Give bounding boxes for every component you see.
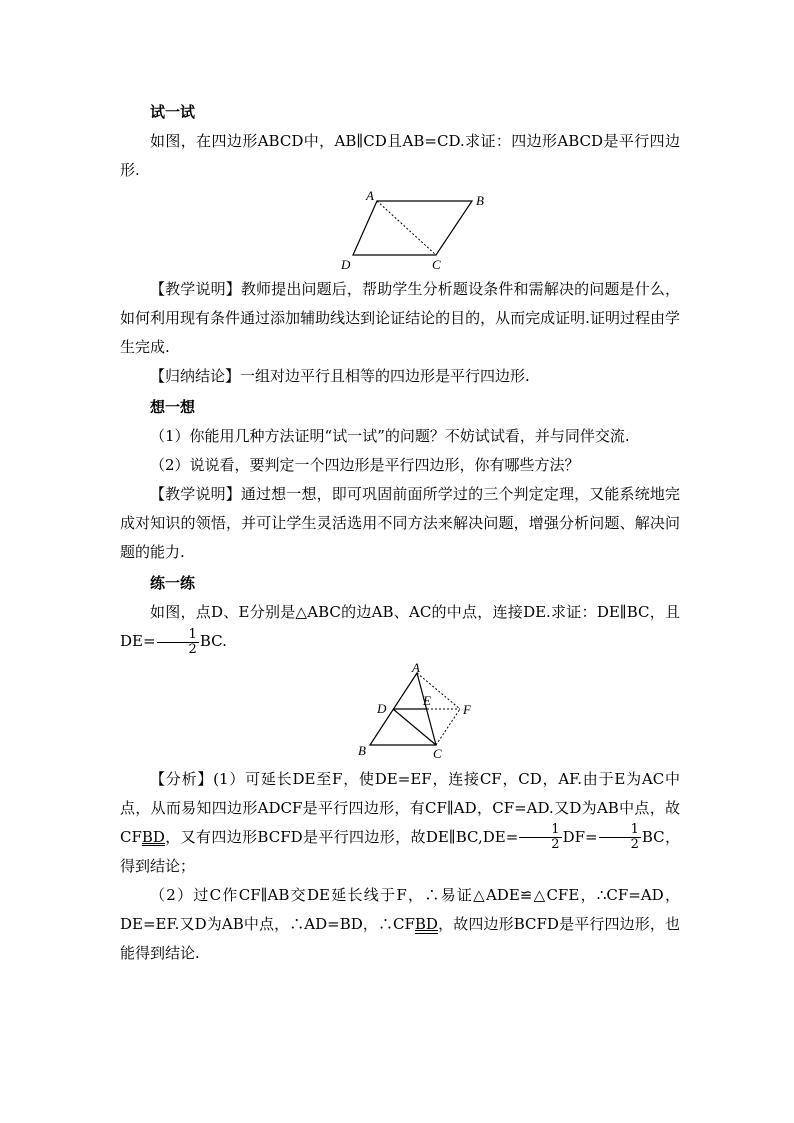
try-teach-note: 【教学说明】教师提出问题后，帮助学生分析题设条件和需解决的问题是什么，如何利用现有条件通过添加辅助线达到论证结论的目的，从而完成证明.证明过程由学生完成. [120, 280, 680, 356]
try-problem: 如图，在四边形ABCD中，AB∥CD且AB=CD.求证：四边形ABCD是平行四边形. [120, 132, 680, 179]
analysis-1-text-c: DF= [562, 827, 598, 846]
analysis-1-text-b: ，又有四边形BCFD是平行四边形，故DE∥BC,DE= [164, 827, 519, 846]
document-page [120, 96, 680, 968]
parallelogram-shape [353, 201, 472, 255]
think-teach-note: 【教学说明】通过想一想，即可巩固前面所学过的三个判定定理，又能系统地完成对知识的领悟，并可让学生灵活选用不同方法来解决问题，增强分析问题、解决问题的能力. [120, 485, 680, 561]
triangle-figure [120, 663, 680, 761]
practice-heading: 练一练 [150, 574, 196, 592]
triangle-svg [120, 663, 680, 761]
analysis-1-text-d: BC，得到结论； [120, 827, 680, 875]
fraction-numerator-2: 1 [519, 823, 561, 838]
fraction-half [157, 628, 199, 657]
fraction-denominator: 2 [188, 641, 197, 657]
label-c2: C [433, 745, 442, 761]
analysis-1-text-a: 【分析】(1）可延长DE至F，使DE=EF，连接CF，CD，AF.由于E为AC中点，从而易知四边形ADCF是平行四边形，有CF∥AD，CF=AD.又D为AB中点，故CF [120, 769, 680, 846]
label-a: A [366, 191, 374, 203]
parallelogram-figure [120, 191, 680, 271]
think-heading: 想一想 [150, 398, 196, 416]
segment-dc [393, 709, 436, 745]
label-b: B [476, 193, 484, 208]
fraction-denominator-2: 2 [551, 837, 560, 852]
fraction-denominator-3: 2 [630, 837, 639, 852]
analysis-1-bd: BD [141, 827, 165, 846]
fraction-half-2 [519, 823, 561, 852]
label-f2: F [463, 701, 471, 717]
analysis-2 [120, 881, 680, 968]
diagonal-ac [377, 201, 436, 255]
try-conclusion: 【归纳结论】一组对边平行且相等的四边形是平行四边形. [150, 367, 530, 385]
parallelogram-svg [120, 191, 680, 271]
analysis-1 [120, 765, 680, 882]
label-a2: A [412, 662, 420, 675]
practice-problem [120, 598, 680, 657]
practice-problem-end: BC. [199, 632, 227, 650]
fraction-numerator: 1 [157, 628, 199, 643]
label-e2: E [423, 692, 431, 708]
label-c: C [432, 257, 441, 271]
think-question-2: （2）说说看，要判定一个四边形是平行四边形，你有哪些方法？ [150, 456, 580, 474]
label-b2: B [358, 742, 366, 758]
analysis-2-text-a: （2）过C作CF∥AB交DE延长线于F，∴易证△ADE≌△CFE，∴CF=AD，DE=EF.又D为AB中点，∴AD=BD，∴CF [120, 886, 680, 933]
fraction-half-3 [599, 823, 641, 852]
label-d: D [341, 257, 351, 271]
analysis-2-text-b: ，故四边形BCFD是平行四边形，也能得到结论. [120, 915, 680, 962]
analysis-2-bd: BD [414, 915, 438, 933]
label-d2: D [377, 700, 387, 716]
think-question-1: （1）你能用几种方法证明“试一试”的问题？不妨试试看，并与同伴交流. [150, 427, 630, 445]
segment-cf [436, 709, 460, 745]
practice-problem-text: 如图，点D、E分别是△ABC的边AB、AC的中点，连接DE.求证：DE∥BC，且DE= [120, 603, 680, 650]
fraction-numerator-3: 1 [599, 823, 641, 838]
try-heading: 试一试 [150, 103, 196, 121]
